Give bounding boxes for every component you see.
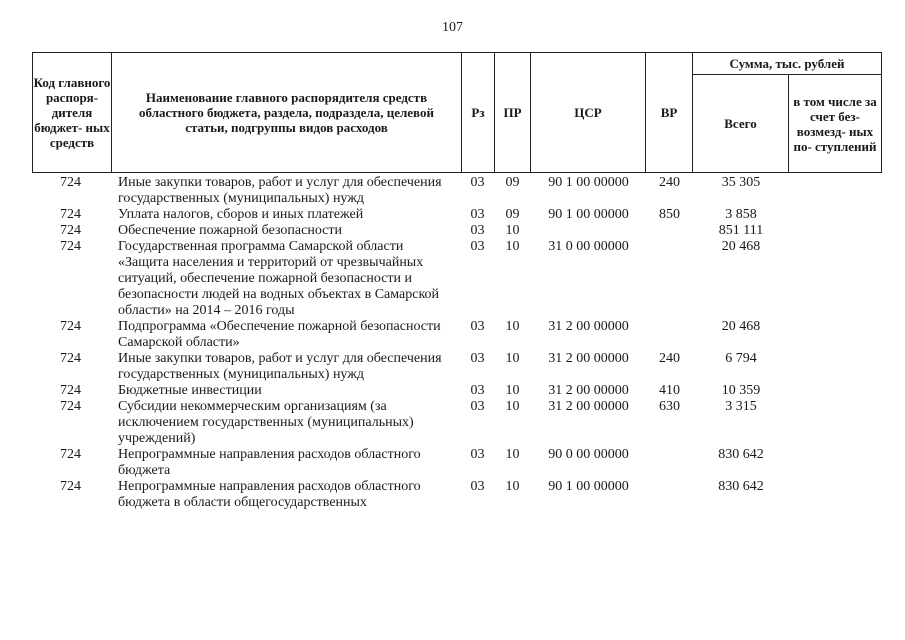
cell-total: 10 359: [721, 383, 761, 398]
cell-total: 3 858: [725, 207, 757, 222]
cell-name: Обеспечение пожарной безопасности: [118, 223, 343, 238]
header-csr: ЦСР: [530, 52, 646, 173]
cell-vr: 850: [659, 207, 680, 222]
cell-code: 724: [60, 447, 81, 462]
table-row: [0, 207, 905, 223]
cell-total: 20 468: [721, 239, 761, 254]
cell-vr: [646, 447, 693, 479]
table-row: [0, 479, 905, 511]
cell-vr: 410: [659, 383, 680, 398]
header-vr: ВР: [645, 52, 693, 173]
cell-total: 3 315: [725, 399, 757, 414]
cell-csr: 90 0 00 00000: [548, 447, 629, 462]
cell-rz: 03: [470, 479, 485, 494]
cell-csr: 90 1 00 00000: [548, 175, 629, 190]
cell-pr: 09: [505, 207, 520, 222]
cell-csr: 90 1 00 00000: [548, 479, 629, 494]
header-rz: Рз: [461, 52, 495, 173]
cell-code: 724: [60, 319, 81, 334]
cell-rz: 03: [470, 223, 485, 238]
cell-vr: [646, 319, 693, 351]
cell-pr: 10: [505, 239, 520, 254]
cell-code: 724: [60, 207, 81, 222]
cell-rz: 03: [470, 383, 485, 398]
header-free: в том числе за счет без- возмезд- ных по- ступлений: [788, 74, 882, 173]
header-code: Код главного распоря- дителя бюджет- ных средств: [32, 52, 112, 173]
cell-csr: 31 0 00 00000: [548, 239, 629, 254]
header-pr: ПР: [494, 52, 531, 173]
cell-total: 830 642: [718, 447, 764, 462]
cell-code: 724: [60, 383, 81, 398]
cell-name: Бюджетные инвестиции: [118, 383, 262, 398]
cell-pr: 10: [505, 319, 520, 334]
cell-pr: 10: [505, 399, 520, 414]
cell-pr: 10: [505, 383, 520, 398]
cell-code: 724: [60, 479, 81, 494]
cell-total: 20 468: [721, 319, 761, 334]
cell-csr: [531, 223, 646, 239]
cell-rz: 03: [470, 351, 485, 366]
cell-csr: 31 2 00 00000: [548, 383, 629, 398]
cell-name: Иные закупки товаров, работ и услуг для обеспечения государственных (муниципальных) нужд: [118, 351, 442, 382]
cell-csr: 90 1 00 00000: [548, 207, 629, 222]
cell-rz: 03: [470, 175, 485, 190]
header-name: Наименование главного распорядителя средств областного бюджета, раздела, подраздела, целевой статьи, подгруппы видов расходов: [111, 52, 462, 173]
cell-name: Иные закупки товаров, работ и услуг для обеспечения государственных (муниципальных) нужд: [118, 175, 442, 206]
cell-vr: 240: [659, 351, 680, 366]
table-row: [0, 223, 905, 239]
table-row: [0, 175, 905, 207]
cell-rz: 03: [470, 447, 485, 462]
cell-vr: 240: [659, 175, 680, 190]
table-row: [0, 399, 905, 447]
cell-code: 724: [60, 175, 81, 190]
cell-pr: 10: [505, 351, 520, 366]
cell-vr: [646, 223, 693, 239]
table-row: [0, 447, 905, 479]
cell-total: 830 642: [718, 479, 764, 494]
cell-rz: 03: [470, 207, 485, 222]
header-sum: Сумма, тыс. рублей: [692, 52, 882, 75]
cell-rz: 03: [470, 239, 485, 254]
cell-code: 724: [60, 223, 81, 238]
table-row: [0, 239, 905, 319]
table-body: [0, 175, 905, 511]
cell-code: 724: [60, 399, 81, 414]
table-row: [0, 383, 905, 399]
table-row: [0, 319, 905, 351]
cell-csr: 31 2 00 00000: [548, 319, 629, 334]
cell-name: Непрограммные направления расходов областного бюджета в области общегосударственных: [118, 479, 421, 510]
cell-vr: 630: [659, 399, 680, 414]
cell-pr: 09: [505, 175, 520, 190]
cell-rz: 03: [470, 319, 485, 334]
cell-rz: 03: [470, 399, 485, 414]
header-total: Всего: [692, 74, 789, 173]
cell-pr: 10: [505, 223, 520, 238]
cell-pr: 10: [505, 447, 520, 462]
cell-pr: 10: [505, 479, 520, 494]
page-number: 107: [442, 20, 463, 35]
cell-total: 35 305: [721, 175, 761, 190]
cell-name: Подпрограмма «Обеспечение пожарной безопасности Самарской области»: [118, 319, 441, 350]
cell-total: 851 111: [718, 223, 764, 238]
cell-total: 6 794: [725, 351, 757, 366]
cell-vr: [646, 479, 693, 511]
cell-name: Государственная программа Самарской области «Защита населения и территорий от чрезвычайных ситуаций, обеспечение пожарной безопасности и безопасности людей на водных объектах в Самарской области» на 2014 – 2016 годы: [118, 239, 440, 318]
cell-name: Субсидии некоммерческим организациям (за исключением государственных (муниципальных) учреждений): [118, 399, 414, 446]
cell-code: 724: [60, 351, 81, 366]
cell-csr: 31 2 00 00000: [548, 351, 629, 366]
cell-vr: [646, 239, 693, 319]
table-row: [0, 351, 905, 383]
cell-name: Непрограммные направления расходов областного бюджета: [118, 447, 421, 478]
cell-code: 724: [60, 239, 81, 254]
cell-csr: 31 2 00 00000: [548, 399, 629, 414]
cell-name: Уплата налогов, сборов и иных платежей: [118, 207, 364, 222]
